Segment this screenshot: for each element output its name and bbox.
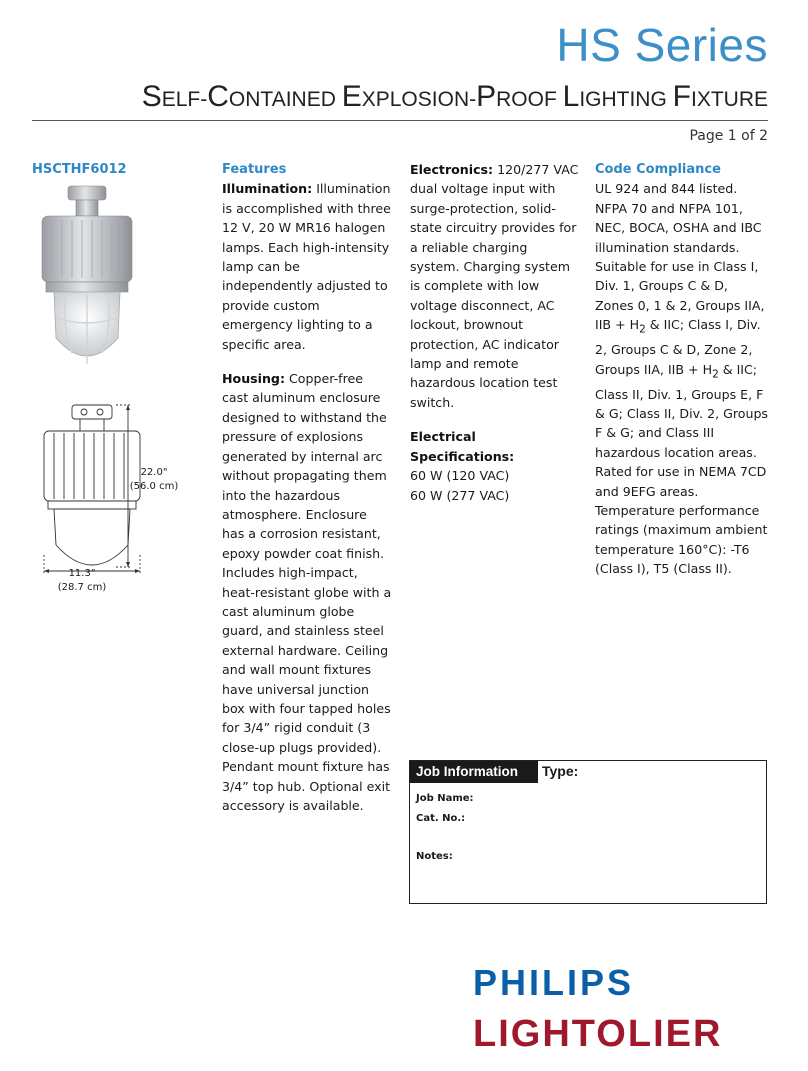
specs-heading: Electrical Specifications:	[410, 429, 515, 464]
subtitle-rest: ELF-	[161, 88, 208, 111]
job-information-box	[409, 760, 767, 904]
subtitle-initial: S	[141, 80, 162, 113]
housing-label: Housing:	[222, 371, 285, 387]
electronics-paragraph	[410, 160, 580, 412]
code-text-part: & IIC; Class I, Div. 2, Groups C & D, Zone 2, Groups IIA, IIB + H	[595, 317, 761, 377]
code-compliance-heading: Code Compliance	[595, 162, 721, 177]
job-name-field[interactable]: Job Name:	[416, 793, 474, 804]
features-column	[222, 160, 392, 830]
type-label[interactable]: Type:	[542, 763, 579, 779]
illumination-label: Illumination:	[222, 181, 313, 197]
dimension-drawing	[32, 395, 182, 595]
width-dimension	[56, 567, 108, 595]
page-number: Page 1 of 2	[689, 128, 768, 144]
subtitle-initial: L	[562, 80, 580, 113]
features-heading: Features	[222, 162, 287, 177]
housing-text: Copper-free cast aluminum enclosure designed to withstand the pressure of explosions generated by internal arc without propagating them into the hazardous atmosphere. Enclosure has a corrosion resistant, epoxy powder coat finish. Includes high-impact, heat-resistant globe with a cast aluminum globe guard, and stainless steel external hardware. Ceiling and wall mount fixtures have universal junction box with four tapped holes for 3/4” rigid conduit (3 close-up plugs provided). Pendant mount fixture has 3/4” top hub. Optional exit accessory is available.	[222, 371, 392, 813]
height-cm: (56.0 cm)	[129, 481, 179, 492]
subtitle-rest: ROOF	[496, 88, 563, 111]
subtitle-rest: ONTAINED	[228, 88, 342, 111]
code-text-part: & IIC; Class II, Div. 1, Groups E, F & G; Class II, Div. 2, Groups F & G; and Class III hazardous location areas. Rated for use in NEMA 7CD and 9EFG areas. Temperature performance ratings (maximum ambient temperature 160°C): -T6 (Class I), T5 (Class II).	[595, 361, 768, 577]
subtitle-rest: XPLOSION-	[361, 88, 477, 111]
subscript: 2	[712, 368, 719, 381]
spec-item: 60 W (277 VAC)	[410, 487, 510, 503]
height-dimension	[128, 466, 180, 494]
code-compliance-column	[595, 160, 770, 594]
illumination-text: Illumination is accomplished with three 12 V, 20 W MR16 halogen lamps. Each high-intensity lamp can be independently adjusted to provide custom emergency lighting to a specific area.	[222, 181, 391, 352]
subtitle-initial: F	[672, 80, 691, 113]
product-subtitle	[142, 80, 768, 114]
code-text-part: UL 924 and 844 listed. NFPA 70 and NFPA 101, NEC, BOCA, OSHA and IBC illumination standards. Suitable for use in Class I, Div. 1, Groups C & D, Zones 0, 1 & 2, Groups IIA, IIB + H	[595, 181, 765, 333]
electronics-text: 120/277 VAC dual voltage input with surge-protection, solid-state circuitry provides for a reliable charging system. Charging system is complete with low voltage disconnect, AC lockout, brownout protection, AC indicator lamp and remote hazardous location test switch.	[410, 162, 579, 410]
series-title: HS Series	[556, 19, 768, 71]
header-rule	[32, 120, 768, 121]
subtitle-rest: IGHTING	[579, 88, 673, 111]
electronics-column	[410, 160, 580, 520]
illumination-paragraph	[222, 179, 392, 354]
fixture-photo	[32, 178, 142, 378]
electronics-label: Electronics:	[410, 162, 494, 177]
lightolier-logo: LIGHTOLIER	[473, 1013, 723, 1055]
subtitle-initial: E	[341, 80, 362, 113]
subscript: 2	[639, 323, 646, 336]
housing-paragraph	[222, 369, 392, 815]
cat-no-field[interactable]: Cat. No.:	[416, 813, 466, 824]
spec-item: 60 W (120 VAC)	[410, 468, 510, 484]
notes-field[interactable]: Notes:	[416, 851, 453, 862]
model-number: HSCTHF6012	[32, 162, 127, 177]
subtitle-initial: P	[476, 80, 497, 113]
philips-logo: PHILIPS	[473, 962, 635, 1003]
subtitle-rest: IXTURE	[690, 88, 768, 111]
width-cm: (28.7 cm)	[57, 582, 107, 593]
code-compliance-text	[595, 179, 770, 578]
height-inches: 22.0"	[140, 467, 168, 478]
subtitle-initial: C	[207, 80, 229, 113]
electrical-specs	[410, 427, 580, 505]
job-information-heading: Job Information	[410, 761, 538, 783]
width-inches: 11.3"	[68, 568, 96, 579]
